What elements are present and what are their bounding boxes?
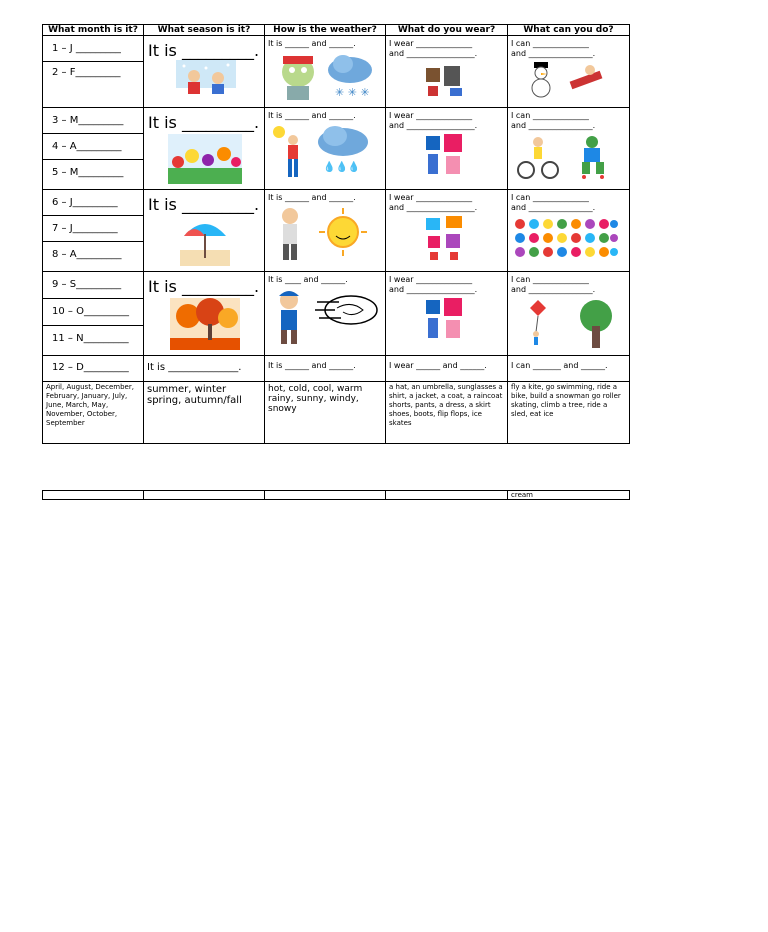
wear-line2-spring: and _________________. (389, 121, 478, 130)
season-prompt-last: It is ______________. (147, 362, 242, 373)
weather-prompt-last: It is ______ and ______. (268, 361, 356, 370)
wear-line1-summer: I wear ______________ (389, 193, 473, 202)
header-weather: How is the weather? (265, 25, 386, 36)
autumn-tree-icon (170, 298, 240, 350)
snowman-icon (526, 62, 556, 98)
month-6: 6 – J_________ (43, 190, 143, 216)
do-prompt-last: I can _______ and ______. (511, 361, 608, 370)
months-bank-cell (43, 382, 144, 444)
season-prompt-spring: It is _________. (148, 113, 260, 132)
do-line1-autumn: I can ______________ (511, 275, 589, 284)
december-season (144, 356, 265, 382)
snow-cloud-icon (325, 52, 375, 102)
spring-months (43, 108, 144, 190)
autumn-weather (265, 272, 386, 356)
weather-prompt-summer: It is ______ and ______. (268, 193, 356, 202)
winter-wear (386, 36, 508, 108)
seasons-bank-cell (144, 382, 265, 444)
do-line1-summer: I can ______________ (511, 193, 589, 202)
winter-kids-icon (176, 60, 236, 100)
wear-prompt-last: I wear ______ and ______. (389, 361, 487, 370)
overflow-row-table (42, 490, 630, 500)
header-month: What month is it? (43, 25, 144, 36)
do-line2-autumn: and ________________. (511, 285, 596, 294)
month-10: 10 – O_________ (43, 299, 143, 326)
month-4: 4 – A_________ (43, 134, 143, 160)
autumn-season (144, 272, 265, 356)
winter-months (43, 36, 144, 108)
month-9: 9 – S_________ (43, 272, 143, 299)
header-wear: What do you wear? (386, 25, 508, 36)
overflow-cell-1 (43, 491, 144, 500)
summer-items-icon (512, 216, 620, 262)
clothes-bank-cell (386, 382, 508, 444)
rain-cloud-icon (315, 124, 371, 176)
do-line2-spring: and ________________. (511, 121, 596, 130)
bike-girl-icon (516, 134, 560, 180)
winter-season (144, 36, 265, 108)
windy-boy-icon (273, 288, 307, 348)
autumn-months (43, 272, 144, 356)
spring-wear (386, 108, 508, 190)
roller-skater-icon (570, 134, 614, 180)
winter-do (508, 36, 630, 108)
boy-sunny-icon (269, 124, 309, 182)
spring-do (508, 108, 630, 190)
wear-line2-summer: and _________________. (389, 203, 478, 212)
spring-clothes-icon (424, 134, 470, 178)
month-1: 1 – J _________ (43, 36, 143, 62)
month-12-cell (43, 356, 144, 382)
weather-prompt-spring: It is ______ and ______. (268, 111, 356, 120)
spring-season (144, 108, 265, 190)
summer-clothes-icon (424, 216, 470, 262)
overflow-cell-3 (265, 491, 386, 500)
december-do (508, 356, 630, 382)
kite-tree-icon (518, 298, 618, 348)
wear-line1-autumn: I wear ______________ (389, 275, 473, 284)
wear-line1-spring: I wear ______________ (389, 111, 473, 120)
overflow-row (43, 491, 630, 500)
season-prompt-winter: It is _________. (148, 41, 260, 60)
winter-row (43, 36, 630, 108)
overflow-cell-4 (386, 491, 508, 500)
winter-weather (265, 36, 386, 108)
sick-cold-icon (275, 52, 321, 102)
autumn-wear (386, 272, 508, 356)
header-row (43, 25, 630, 36)
weather-prompt-winter: It is ______ and ______. (268, 39, 356, 48)
spring-row (43, 108, 630, 190)
december-wear (386, 356, 508, 382)
months-word-bank: April, August, December, February, January, July, June, March, May, November, October, September (46, 383, 134, 427)
wear-line1-winter: I wear ______________ (389, 39, 473, 48)
winter-clothes-icon (422, 62, 472, 98)
month-5: 5 – M_________ (52, 167, 124, 178)
do-line1-winter: I can ______________ (511, 39, 589, 48)
december-weather (265, 356, 386, 382)
clothes-word-bank: a hat, an umbrella, sunglasses a shirt, a jacket, a coat, a raincoat shorts, pants, a dress, a skirt shoes, boots, flip flops, ice skates (389, 383, 503, 427)
flower-field-icon (168, 134, 242, 184)
month-11: 11 – N_________ (52, 333, 129, 344)
summer-row (43, 190, 630, 272)
sun-icon (315, 206, 371, 258)
summer-season (144, 190, 265, 272)
activities-word-bank: fly a kite, go swimming, ride a bike, build a snowman go roller skating, climb a tree, ride a sled, eat ice (511, 383, 621, 418)
word-bank-row (43, 382, 630, 444)
month-2: 2 – F_________ (52, 67, 121, 78)
summer-do (508, 190, 630, 272)
activities-bank-cell (508, 382, 630, 444)
summer-months (43, 190, 144, 272)
wear-line2-winter: and _________________. (389, 49, 478, 58)
svg-text:💧💧💧: 💧💧💧 (323, 162, 361, 173)
header-season: What season is it? (144, 25, 265, 36)
month-8: 8 – A_________ (52, 249, 122, 260)
sled-icon (566, 62, 606, 92)
do-line1-spring: I can ______________ (511, 111, 589, 120)
season-prompt-autumn: It is _________. (148, 277, 260, 296)
weather-prompt-autumn: It is ____ and ______. (268, 275, 348, 284)
spring-weather (265, 108, 386, 190)
weather-word-bank: hot, cold, cool, warm rainy, sunny, windy, snowy (268, 384, 363, 414)
overflow-cell-2 (144, 491, 265, 500)
autumn-clothes-icon (424, 298, 470, 344)
weather-bank-cell (265, 382, 386, 444)
hot-man-icon (275, 206, 305, 262)
beach-umbrella-icon (180, 216, 230, 266)
seasons-word-bank: summer, winter spring, autumn/fall (147, 384, 242, 406)
do-line2-winter: and ________________. (511, 49, 596, 58)
wear-line2-autumn: and _________________. (389, 285, 478, 294)
month-3: 3 – M_________ (43, 108, 143, 134)
month-12: 12 – D_________ (52, 362, 129, 373)
svg-text:✳ ✳ ✳: ✳ ✳ ✳ (335, 86, 370, 99)
worksheet-table (42, 24, 630, 444)
wind-cloud-icon (315, 288, 379, 338)
december-row (43, 356, 630, 382)
autumn-do (508, 272, 630, 356)
summer-weather (265, 190, 386, 272)
overflow-cell-5: cream (508, 491, 630, 500)
season-prompt-summer: It is _________. (148, 195, 260, 214)
autumn-row (43, 272, 630, 356)
header-do: What can you do? (508, 25, 630, 36)
do-line2-summer: and ________________. (511, 203, 596, 212)
summer-wear (386, 190, 508, 272)
month-7: 7 – J_________ (43, 216, 143, 242)
